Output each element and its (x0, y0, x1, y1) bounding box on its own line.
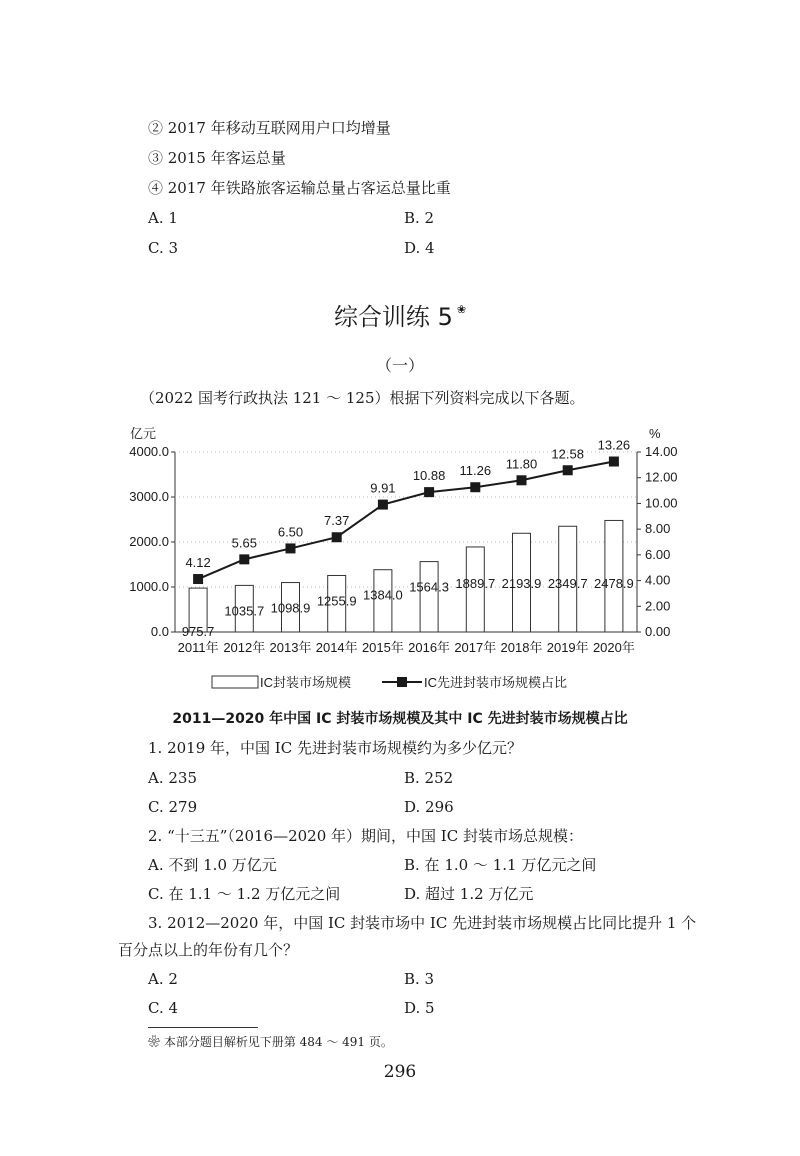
bar-value-label: 2193.9 (501, 576, 542, 591)
bar-value-label: 1035.7 (224, 603, 265, 619)
right-tick-label: 2.00 (645, 598, 671, 614)
left-tick-label: 1000.0 (129, 579, 169, 594)
right-tick-label: 4.00 (645, 572, 671, 588)
line-value-label: 6.50 (277, 524, 304, 540)
bar-value-label: 2349.7 (547, 576, 588, 591)
line-marker-2012年 (239, 554, 249, 564)
line-value-label: 5.65 (231, 535, 257, 551)
line-value-label: 11.26 (459, 463, 492, 479)
flower-mark-icon: ❀ (456, 303, 467, 316)
q2-option-c: C. 在 1.1 ～ 1.2 万亿元之间 (148, 885, 341, 903)
line-marker-2017年 (470, 482, 480, 492)
choice-a: A. 1 (148, 209, 178, 227)
line-value-label: 10.88 (412, 468, 446, 484)
line-marker-2015年 (378, 500, 388, 510)
legend-bar-swatch (212, 676, 258, 688)
line-marker-2014年 (332, 532, 342, 542)
line-marker-2018年 (517, 475, 527, 485)
q1-option-d: D. 296 (404, 798, 454, 816)
line-marker-2016年 (424, 487, 434, 497)
left-tick-label: 0.0 (150, 624, 169, 639)
question-2-stem: 2. “十三五”（2016—2020 年）期间，中国 IC 封装市场总规模： (148, 827, 583, 845)
line-value-label: 9.91 (370, 480, 396, 496)
q3-option-a: A. 2 (148, 970, 178, 988)
bar-value-label: 2478.9 (594, 576, 634, 591)
q3-option-b: B. 3 (404, 970, 435, 988)
line-value-label: 4.12 (185, 555, 211, 571)
part-label: （一） (375, 356, 424, 375)
question-1-stem: 1. 2019 年，中国 IC 先进封装市场规模约为多少亿元？ (148, 739, 522, 757)
left-axis-unit: 亿元 (130, 426, 157, 441)
footnote: ❀ 本部分题目解析见下册第 484 ～ 491 页。 (148, 1035, 393, 1049)
legend-bar-label: IC封装市场规模 (260, 675, 352, 690)
choice-d: D. 4 (404, 239, 435, 257)
intro-text: （2022 国考行政执法 121 ～ 125）根据下列资料完成以下各题。 (140, 389, 585, 407)
right-axis-unit: % (649, 426, 661, 441)
q2-option-b: B. 在 1.0 ～ 1.1 万亿元之间 (404, 856, 597, 874)
q1-option-c: C. 279 (148, 798, 198, 816)
section-title-text: 综合训练 5 (333, 303, 453, 331)
x-tick-label: 2016年 (408, 640, 451, 655)
right-tick-label: 10.00 (645, 495, 678, 511)
option-3: ③ 2015 年客运总量 (148, 149, 286, 167)
question-3-stem-cont: 百分点以上的年份有几个？ (118, 941, 299, 959)
q1-option-b: B. 252 (404, 769, 454, 787)
bar-2016年 (420, 562, 438, 632)
line-marker-2013年 (286, 543, 296, 553)
bar-value-label: 1098.9 (270, 600, 311, 616)
right-tick-label: 12.00 (645, 469, 678, 485)
line-marker-2020年 (609, 457, 619, 467)
line-value-label: 11.80 (505, 456, 538, 472)
footnote-rule (148, 1027, 258, 1028)
right-tick-label: 6.00 (645, 546, 671, 562)
q3-option-d: D. 5 (404, 999, 435, 1017)
q3-option-c: C. 4 (148, 999, 179, 1017)
x-tick-label: 2014年 (315, 640, 358, 655)
x-tick-label: 2015年 (361, 640, 404, 655)
right-tick-label: 8.00 (645, 521, 671, 537)
line-value-label: 7.37 (324, 513, 350, 529)
choice-b: B. 2 (404, 209, 435, 227)
x-tick-label: 2020年 (592, 640, 635, 655)
option-4: ④ 2017 年铁路旅客运输总量占客运总量比重 (148, 179, 451, 197)
combo-chart (100, 420, 700, 700)
choice-c: C. 3 (148, 239, 179, 257)
right-tick-label: 0.00 (645, 624, 671, 639)
q2-option-a: A. 不到 1.0 万亿元 (148, 856, 277, 874)
left-tick-label: 3000.0 (129, 489, 169, 504)
q1-option-a: A. 235 (148, 769, 197, 787)
x-tick-label: 2013年 (269, 640, 312, 655)
share-series-line (198, 462, 614, 580)
line-marker-2019年 (563, 465, 573, 475)
left-tick-label: 4000.0 (129, 444, 169, 459)
legend-line-marker (397, 677, 407, 687)
x-tick-label: 2019年 (546, 640, 589, 655)
chart-caption: 2011—2020 年中国 IC 封装市场规模及其中 IC 先进封装市场规模占比 (172, 711, 628, 727)
right-tick-label: 14.00 (645, 444, 678, 459)
x-tick-label: 2018年 (500, 640, 543, 655)
line-value-label: 12.58 (551, 446, 584, 462)
x-tick-label: 2017年 (454, 640, 497, 655)
bar-value-label: 975.7 (181, 624, 215, 640)
line-marker-2011年 (193, 574, 203, 584)
bar-value-label: 1564.3 (409, 579, 449, 595)
q2-option-d: D. 超过 1.2 万亿元 (404, 885, 534, 903)
bar-value-label: 1255.9 (316, 593, 357, 609)
option-2: ② 2017 年移动互联网用户口均增量 (148, 119, 391, 137)
question-3-stem: 3. 2012—2020 年，中国 IC 封装市场中 IC 先进封装市场规模占比同比提升 1 个 (148, 914, 697, 932)
section-title (0, 294, 800, 333)
page-number: 296 (383, 1062, 417, 1082)
x-tick-label: 2011年 (177, 640, 219, 655)
left-tick-label: 2000.0 (129, 534, 169, 549)
line-value-label: 13.26 (597, 437, 631, 453)
bar-value-label: 1889.7 (455, 576, 496, 591)
bar-value-label: 1384.0 (363, 587, 403, 603)
x-tick-label: 2012年 (223, 640, 266, 655)
legend-line-label: IC先进封装市场规模占比 (424, 675, 568, 690)
